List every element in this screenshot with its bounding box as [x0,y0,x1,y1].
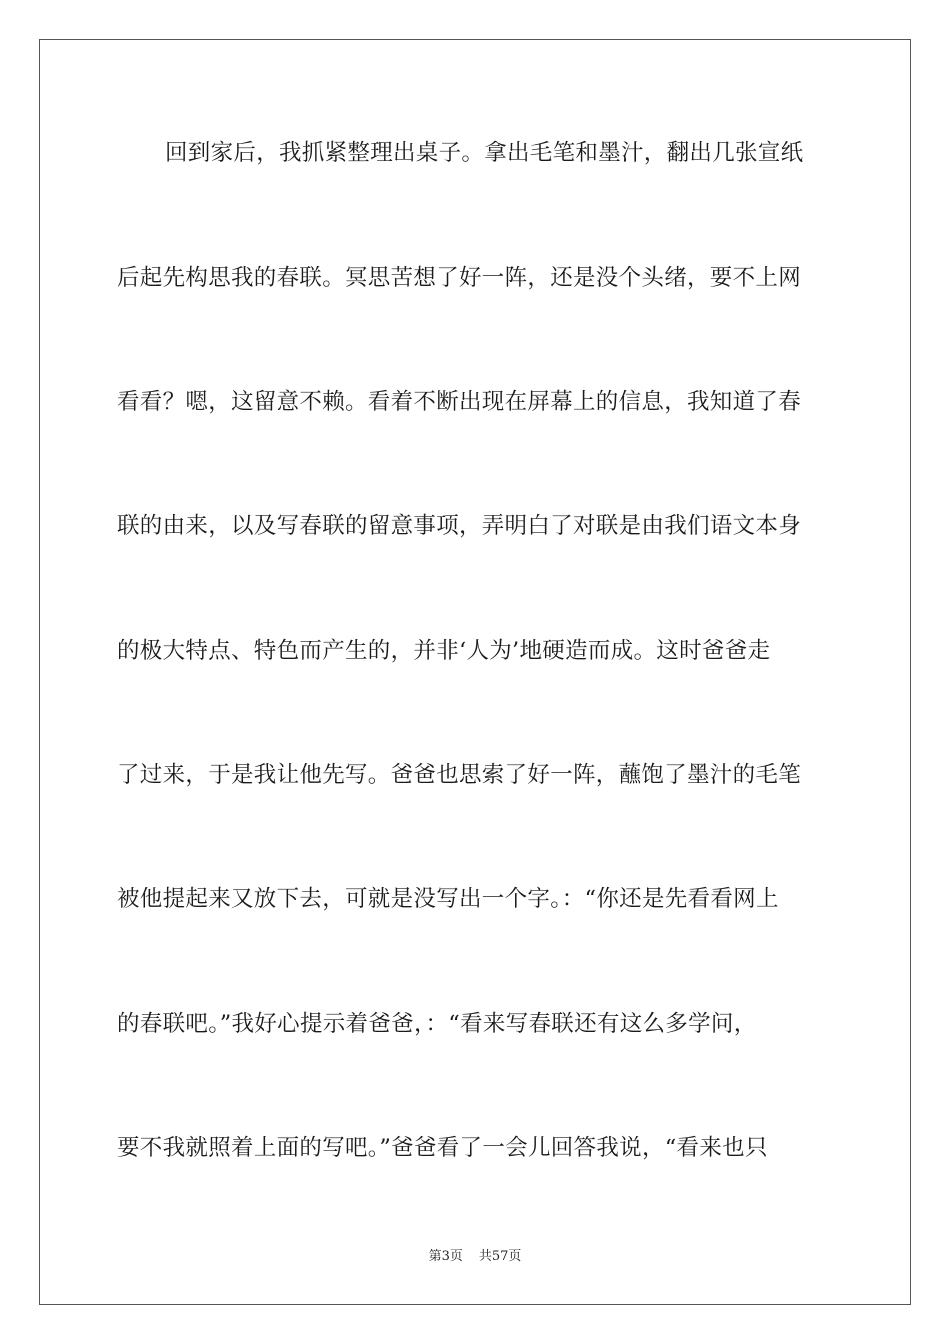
paragraph-line: 要不我就照着上面的写吧。”爸爸看了一会儿回答我说，“看来也只 [117,1135,768,1161]
page-total: 共57页 [478,1249,522,1264]
paragraph-line: 被他提起来又放下去，可就是没写出一个字。：“你还是先看看网上 [117,886,779,912]
paragraph-line: 联的由来，以及写春联的留意事项，弄明白了对联是由我们语文本身 [117,513,802,539]
paragraph-line: 后起先构思我的春联。冥思苦想了好一阵，还是没个头绪，要不上网 [117,265,802,291]
paragraph-line: 的极大特点、特色而产生的，并非‘人为’地硬造而成。这时爸爸走 [117,638,771,664]
page-border [39,39,911,1305]
paragraph-line: 回到家后，我抓紧整理出桌子。拿出毛笔和墨汁，翻出几张宣纸 [165,140,804,166]
paragraph-line: 看看？嗯，这留意不赖。看着不断出现在屏幕上的信息，我知道了春 [117,389,802,415]
page-footer [0,1248,950,1266]
page-number: 第3页 [428,1249,463,1264]
paragraph-line: 的春联吧。”我好心提示着爸爸，：“看来写春联还有这么多学问， [117,1011,757,1037]
paragraph-line: 了过来，于是我让他先写。爸爸也思索了好一阵，蘸饱了墨汁的毛笔 [117,762,802,788]
